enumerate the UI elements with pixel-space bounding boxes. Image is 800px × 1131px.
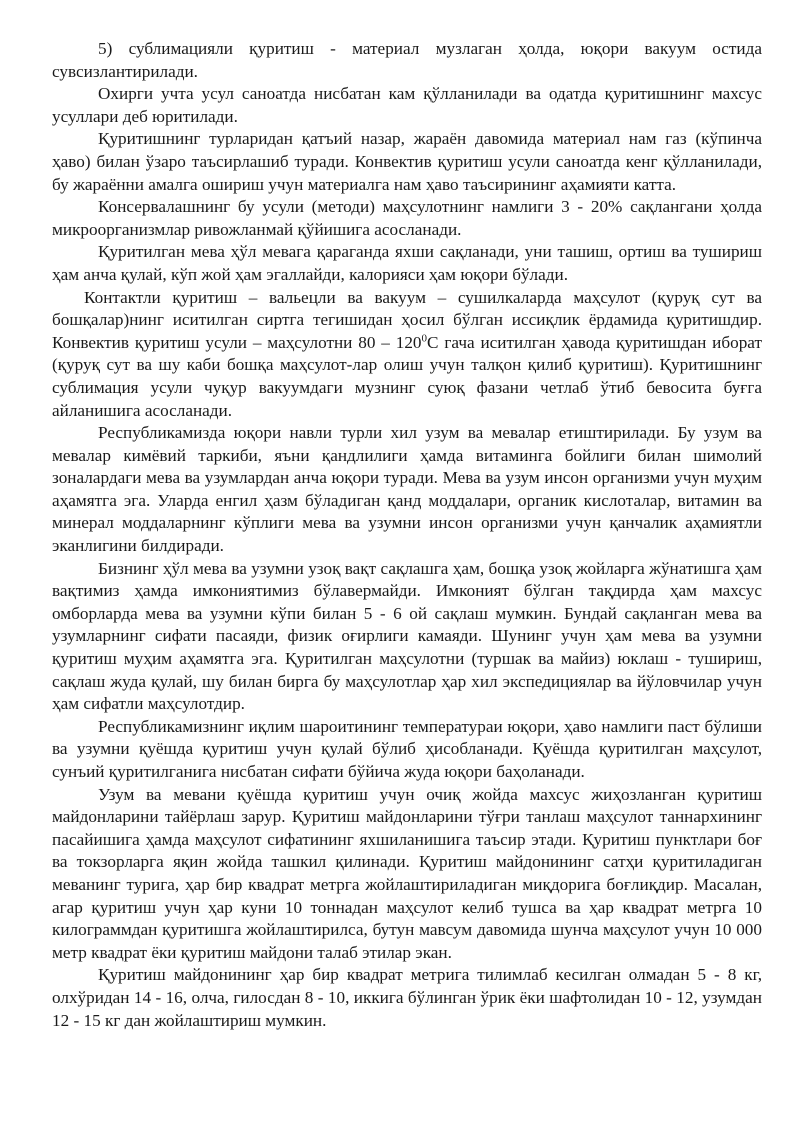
contact-text-before: Контактли қуритиш – вальецли ва вакуум – сушилкаларда маҳсулот (қуруқ сут ва бошқалар)нинг иситилган сиртга тегишидан ҳосил бўлган иссиқлик ёрдамида қуритишдир. Конвектив қуритиш усули – маҳсулотни 80 – 120 [52, 287, 762, 352]
paragraph-climate-conditions: Республикамизнинг иқлим шароитининг температураи юқори, ҳаво намлиги паст бўлиши ва узумни қуёшда қуритиш учун қулай бўлиб ҳисобланади. Қуёшда қуритилган маҳсулот, сунъий қуритилганига нисбатан сифати бўйича жуда юқори баҳоланади. [52, 716, 762, 781]
paragraph-special-methods: Охирги учта усул саноатда нисбатан кам қўлланилади ва одатда қуритишнинг махсус усуллари деб юритилади. [52, 84, 762, 126]
contact-text-after: С гача иситилган ҳавода қуритишдан иборат (қуруқ сут ва шу каби бошқа маҳсулот-лар олиш учун талқон қилиб қуритиш). Қуритишнинг сублимация усули чуқур вакуумдаги музнинг суюқ фазани четлаб ўтиб бевосита буғга айланишига асосланади. [52, 332, 762, 420]
paragraph-republic-grapes: Республикамизда юқори навли турли хил узум ва мевалар етиштирилади. Бу узум ва мевалар кимёвий таркиби, яъни қандлилиги ҳамда витаминга бойлиги билан шимолий зоналардаги мева ва узумлардан анча юқори туради. Мева ва узум инсон организми учун муҳим аҳамятга эга. Уларда енгил ҳазм бўладиган қанд моддалари, органик кислоталар, витамин ва минерал моддаларнинг кўплиги мева ва узумни инсон организми учун қанчалик аҳамиятли эканлигини билдиради. [52, 423, 762, 556]
paragraph-loading-norms: Қуритиш майдонининг ҳар бир квадрат метрига тилимлаб кесилган олмадан 5 - 8 кг, олхўридан 14 - 16, олча, гилосдан 8 - 10, иккига бўлинган ўрик ёки шафтолидан 10 - 12, узумдан 12 - 15 кг дан жойлаштириш мумкин. [52, 965, 762, 1030]
paragraph-sublimation-method: 5) сублимацияли қуритиш - материал музлаган ҳолда, юқори вакуум остида сувсизлантирилади. [52, 39, 762, 81]
paragraph-preservation-method: Консервалашнинг бу усули (методи) маҳсулотнинг намлиги 3 - 20% сақлангани ҳолда микроорганизмлар ривожланмай қўйишига асосланади. [52, 197, 762, 239]
paragraph-contact-drying [52, 287, 762, 423]
paragraph-drying-grounds: Узум ва мевани қуёшда қуритиш учун очиқ жойда махсус жиҳозланган қуритиш майдонларини тайёрлаш зарур. Қуритиш майдонларини тўғри танлаш маҳсулот таннархининг пасайишига ҳамда маҳсулот сифатининг яхшиланишига таъсир этади. Қуритиш пунктлари боғ ва токзорларга яқин жойда ташкил қилинади. Қуритиш майдонининг сатҳи қуритиладиган меванинг турига, ҳар бир квадрат метрга жойлаштириладиган миқдорига боғлиқдир. Масалан, агар қуритиш учун ҳар куни 10 тоннадан маҳсулот келиб тушса ва ҳар квадрат метрга 10 килограммдан қуритишга жойлаштирилса, бутун мавсум давомида шунча маҳсулот учун 10 000 метр квадрат ёки қуритиш майдони талаб этилар экан. [52, 784, 762, 962]
paragraph-storage-problems: Бизнинг ҳўл мева ва узумни узоқ вақт сақлашга ҳам, бошқа узоқ жойларга жўнатишга ҳам вақтимиз ҳамда имкониятимиз бўлавермайди. Имконият бўлган тақдирда ҳам махсус омборларда мева ва узумни кўпи билан 5 - 6 ой сақлаш мумкин. Бундай сақланган мева ва узумларнинг сифати пасаяди, физик оғирлиги камаяди. Шунинг учун ҳам мева ва узумни қуритиш муҳим аҳамятга эга. Қуритилган маҳсулотни (туршак ва майиз) юклаш - тушириш, сақлаш жуда қулай, шу билан бирга бу маҳсулотлар ҳар хил экспедициялар ва йўловчилар учун ҳам сифатли маҳсулотдир. [52, 558, 762, 714]
paragraph-dried-fruit-storage: Қуритилган мева ҳўл мевага қараганда яхши сақланади, уни ташиш, ортиш ва тушириш ҳам анча қулай, кўп жой ҳам эгаллайди, калорияси ҳам юқори бўлади. [52, 242, 762, 284]
degree-superscript: 0 [421, 331, 428, 344]
paragraph-drying-process: Қуритишнинг турларидан қатъий назар, жараён давомида материал нам газ (кўпинча ҳаво) билан ўзаро таъсирлашиб туради. Конвектив қуритиш усули саноатда кенг қўлланилади, бу жараённи амалга ошириш учун материалга нам ҳаво таъсирининг аҳамияти катта. [52, 129, 762, 194]
